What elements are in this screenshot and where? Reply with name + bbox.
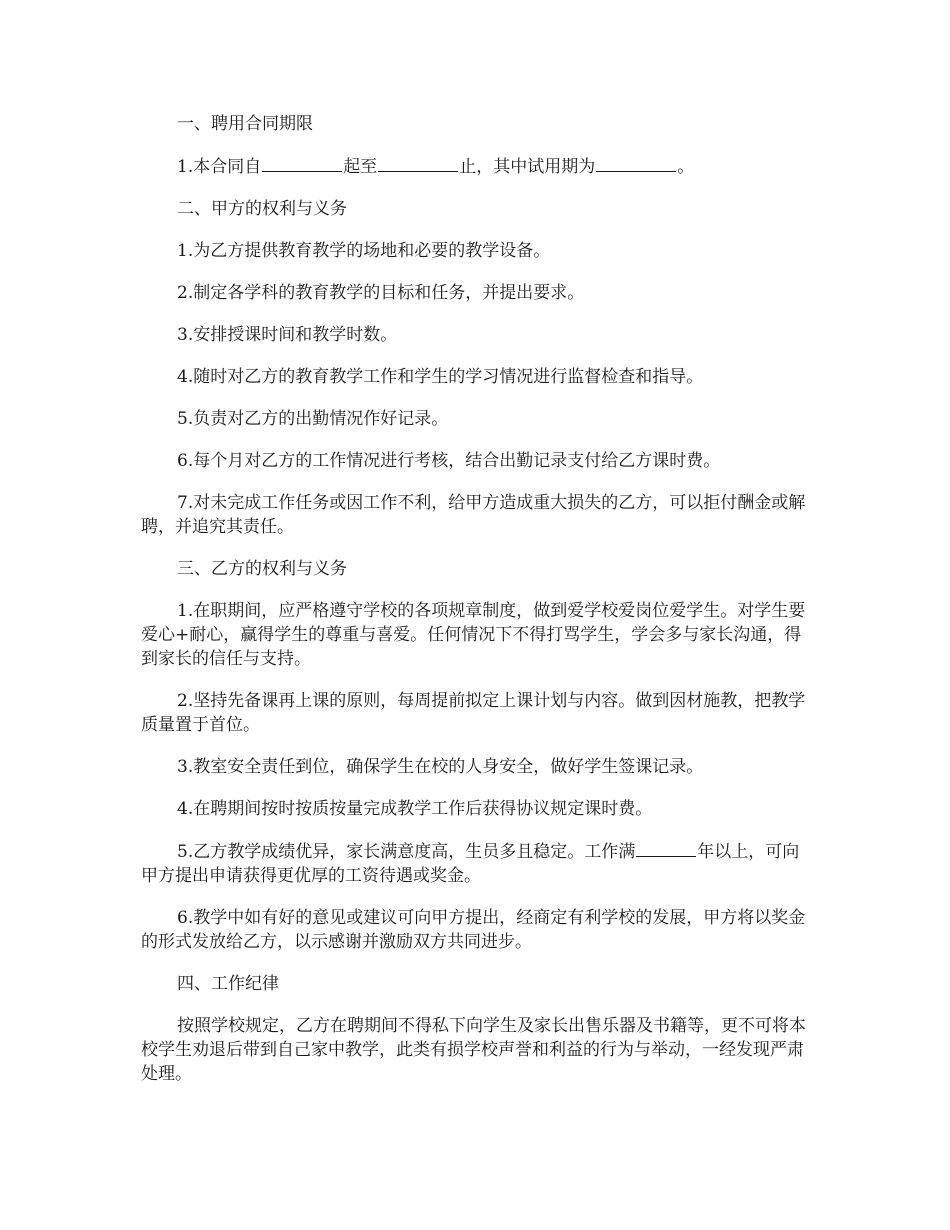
clause-1-1 bbox=[141, 154, 813, 179]
clause-3-6: 6.教学中如有好的意见或建议可向甲方提出，经商定有利学校的发展，甲方将以奖金的形式发放给乙方，以示感谢并激励双方共同进步。 bbox=[141, 908, 806, 952]
section-1-heading: 一、聘用合同期限 bbox=[177, 114, 313, 134]
clause-3-1: 1.在职期间，应严格遵守学校的各项规章制度，做到爱学校爱岗位爱学生。对学生要爱心+耐心，赢得学生的尊重与喜爱。任何情况下不得打骂学生，学会多与家长沟通，得到家长的信任与支持。 bbox=[141, 601, 806, 669]
clause-2-7: 7.对未完成工作任务或因工作不利，给甲方造成重大损失的乙方，可以拒付酬金或解聘，并追究其责任。 bbox=[141, 493, 806, 537]
clause-2-1: 1.为乙方提供教育教学的场地和必要的教学设备。 bbox=[177, 241, 551, 261]
clause-2-2: 2.制定各学科的教育教学的目标和任务，并提出要求。 bbox=[177, 283, 585, 303]
clause-text: 1.本合同自 bbox=[177, 157, 262, 177]
clause-2-3: 3.安排授课时间和教学时数。 bbox=[177, 325, 398, 345]
clause-3-2: 2.坚持先备课再上课的原则，每周提前拟定上课计划与内容。做到因材施教，把教学质量置于首位。 bbox=[141, 691, 806, 735]
clause-text: 止，其中试用期为 bbox=[459, 157, 596, 177]
clause-text: 5.乙方教学成绩优异，家长满意度高，生员多且稳定。工作满 bbox=[177, 842, 636, 862]
section-4-heading: 四、工作纪律 bbox=[177, 974, 279, 994]
clause-4-1: 按照学校规定，乙方在聘期间不得私下向学生及家长出售乐器及书籍等，更不可将本校学生劝退后带到自己家中教学，此类有损学校声誉和利益的行为与举动，一经发现严肃处理。 bbox=[141, 1016, 806, 1084]
document-body bbox=[141, 112, 813, 1086]
blank-probation-period bbox=[596, 154, 676, 172]
clause-2-5: 5.负责对乙方的出勤情况作好记录。 bbox=[177, 409, 449, 429]
blank-end-date bbox=[378, 154, 458, 172]
clause-text: 。 bbox=[677, 157, 695, 177]
blank-years bbox=[636, 839, 696, 857]
clause-3-3: 3.教室安全责任到位，确保学生在校的人身安全，做好学生签课记录。 bbox=[177, 757, 704, 777]
blank-start-date bbox=[262, 154, 342, 172]
clause-2-6: 6.每个月对乙方的工作情况进行考核，结合出勤记录支付给乙方课时费。 bbox=[177, 451, 721, 471]
section-3-heading: 三、乙方的权利与义务 bbox=[177, 559, 347, 579]
clause-2-4: 4.随时对乙方的教育教学工作和学生的学习情况进行监督检查和指导。 bbox=[177, 367, 704, 387]
clause-text: 年以上，可向甲方提出申请获得更优厚的工资待遇或奖金。 bbox=[141, 842, 800, 886]
section-2-heading: 二、甲方的权利与义务 bbox=[177, 199, 347, 219]
clause-text: 起至 bbox=[343, 157, 378, 177]
clause-3-5 bbox=[141, 839, 813, 888]
clause-3-4: 4.在聘期间按时按质按量完成教学工作后获得协议规定课时费。 bbox=[177, 799, 653, 819]
